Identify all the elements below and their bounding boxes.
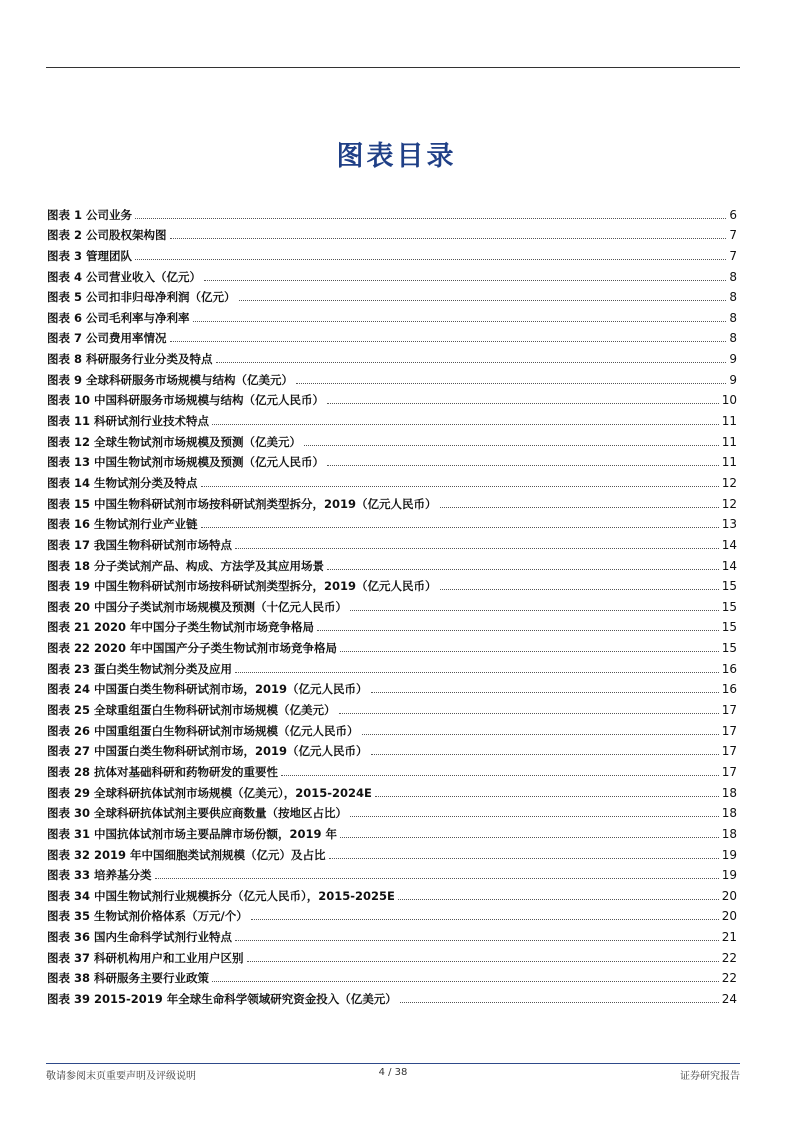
toc-entry[interactable]: [47, 738, 737, 759]
toc-entry-page[interactable]: 22: [721, 971, 737, 986]
toc-entry-page[interactable]: 17: [721, 723, 737, 738]
toc-leader-dots: [251, 919, 719, 920]
toc-entry-label[interactable]: 图表 32 2019 年中国细胞类试剂规模（亿元）及占比: [47, 847, 326, 862]
toc-leader-dots: [398, 899, 719, 900]
toc-leader-dots: [375, 796, 719, 797]
toc-entry[interactable]: [47, 449, 737, 470]
toc-entry[interactable]: [47, 696, 737, 717]
toc-entry[interactable]: [47, 965, 737, 986]
toc-leader-dots: [170, 238, 727, 239]
toc-leader-dots: [440, 507, 719, 508]
toc-entry-label[interactable]: 图表 2 公司股权架构图: [47, 228, 167, 243]
toc-entry-label[interactable]: 图表 13 中国生物试剂市场规模及预测（亿元人民币）: [47, 455, 325, 470]
toc-entry-label[interactable]: 图表 12 全球生物试剂市场规模及预测（亿美元）: [47, 434, 302, 449]
toc-entry[interactable]: [47, 552, 737, 573]
toc-entry-label[interactable]: 图表 21 2020 年中国分子类生物试剂市场竞争格局: [47, 620, 315, 635]
toc-entry-page[interactable]: 8: [729, 269, 737, 284]
toc-leader-dots: [239, 300, 727, 301]
toc-entry-page[interactable]: 17: [721, 703, 737, 718]
figure-list: [47, 201, 737, 1006]
toc-entry-page[interactable]: 20: [721, 888, 737, 903]
toc-entry[interactable]: [47, 944, 737, 965]
toc-entry-label[interactable]: 图表 14 生物试剂分类及特点: [47, 475, 198, 490]
toc-entry[interactable]: [47, 676, 737, 697]
toc-leader-dots: [204, 280, 726, 281]
toc-entry[interactable]: [47, 201, 737, 222]
toc-entry[interactable]: [47, 573, 737, 594]
toc-entry-label[interactable]: 图表 35 生物试剂价格体系（万元/个）: [47, 909, 248, 924]
toc-entry-label[interactable]: 图表 10 中国科研服务市场规模与结构（亿元人民币）: [47, 393, 325, 408]
toc-entry-page[interactable]: 7: [729, 248, 737, 263]
footer: [46, 1067, 740, 1083]
toc-leader-dots: [155, 878, 719, 879]
toc-entry-page[interactable]: 12: [721, 475, 737, 490]
toc-entry[interactable]: [47, 511, 737, 532]
toc-entry-label[interactable]: 图表 37 科研机构用户和工业用户区别: [47, 950, 244, 965]
toc-leader-dots: [339, 713, 719, 714]
toc-leader-dots: [371, 692, 719, 693]
toc-entry-page[interactable]: 18: [721, 806, 737, 821]
toc-entry-label[interactable]: 图表 5 公司扣非归母净利润（亿元）: [47, 290, 236, 305]
toc-entry[interactable]: [47, 593, 737, 614]
toc-entry-label[interactable]: 图表 1 公司业务: [47, 207, 133, 222]
toc-entry-page[interactable]: 11: [721, 414, 737, 429]
toc-entry-page[interactable]: 14: [721, 558, 737, 573]
toc-entry[interactable]: [47, 779, 737, 800]
toc-entry-page[interactable]: 8: [729, 310, 737, 325]
toc-entry-label[interactable]: 图表 8 科研服务行业分类及特点: [47, 352, 213, 367]
toc-entry[interactable]: [47, 862, 737, 883]
toc-entry-label[interactable]: 图表 20 中国分子类试剂市场规模及预测（十亿元人民币）: [47, 599, 348, 614]
toc-leader-dots: [170, 341, 727, 342]
toc-entry-page[interactable]: 19: [721, 847, 737, 862]
toc-entry[interactable]: [47, 490, 737, 511]
toc-entry-label[interactable]: 图表 23 蛋白类生物试剂分类及应用: [47, 661, 233, 676]
toc-entry-page[interactable]: 10: [721, 393, 737, 408]
toc-leader-dots: [329, 858, 719, 859]
toc-entry[interactable]: [47, 531, 737, 552]
toc-entry-page[interactable]: 16: [721, 682, 737, 697]
toc-entry-page[interactable]: 19: [721, 868, 737, 883]
toc-entry[interactable]: [47, 469, 737, 490]
toc-entry-page[interactable]: 9: [729, 352, 737, 367]
toc-entry-label[interactable]: 图表 28 抗体对基础科研和药物研发的重要性: [47, 764, 279, 779]
toc-entry-page[interactable]: 15: [721, 579, 737, 594]
toc-entry[interactable]: [47, 923, 737, 944]
page-title: 图表目录: [336, 141, 457, 172]
toc-entry[interactable]: [47, 614, 737, 635]
toc-entry-page[interactable]: 20: [721, 909, 737, 924]
toc-leader-dots: [201, 486, 719, 487]
toc-entry[interactable]: [47, 345, 737, 366]
toc-leader-dots: [247, 961, 719, 962]
toc-entry-label[interactable]: 图表 18 分子类试剂产品、构成、方法学及其应用场景: [47, 558, 325, 573]
toc-entry-page[interactable]: 14: [721, 537, 737, 552]
toc-entry-page[interactable]: 17: [721, 764, 737, 779]
toc-entry-page[interactable]: 9: [729, 372, 737, 387]
toc-entry-page[interactable]: 15: [721, 599, 737, 614]
footer-disclaimer-link[interactable]: 敬请参阅末页重要声明及评级说明: [46, 1071, 196, 1082]
toc-leader-dots: [340, 837, 719, 838]
toc-entry-page[interactable]: 6: [729, 207, 737, 222]
toc-entry-page[interactable]: 18: [721, 826, 737, 841]
toc-entry-label[interactable]: 图表 15 中国生物科研试剂市场按科研试剂类型拆分，2019（亿元人民币）: [47, 496, 437, 511]
toc-entry-label[interactable]: 图表 22 2020 年中国国产分子类生物试剂市场竞争格局: [47, 641, 338, 656]
toc-entry-label[interactable]: 图表 6 公司毛利率与净利率: [47, 310, 190, 325]
toc-entry[interactable]: [47, 325, 737, 346]
toc-entry-label[interactable]: 图表 11 科研试剂行业技术特点: [47, 414, 210, 429]
toc-leader-dots: [400, 1002, 719, 1003]
toc-entry-page[interactable]: 16: [721, 661, 737, 676]
toc-leader-dots: [135, 218, 726, 219]
toc-entry-page[interactable]: 21: [721, 930, 737, 945]
toc-entry-label[interactable]: 图表 9 全球科研服务市场规模与结构（亿美元）: [47, 372, 294, 387]
toc-leader-dots: [371, 754, 719, 755]
toc-entry[interactable]: [47, 820, 737, 841]
toc-leader-dots: [235, 672, 719, 673]
toc-entry-label[interactable]: 图表 30 全球科研抗体试剂主要供应商数量（按地区占比）: [47, 806, 348, 821]
toc-entry-label[interactable]: 图表 33 培养基分类: [47, 868, 152, 883]
toc-entry[interactable]: [47, 284, 737, 305]
toc-leader-dots: [362, 734, 719, 735]
toc-leader-dots: [193, 321, 727, 322]
toc-entry-label[interactable]: 图表 27 中国蛋白类生物科研试剂市场，2019（亿元人民币）: [47, 744, 368, 759]
toc-entry-label[interactable]: 图表 3 管理团队: [47, 248, 133, 263]
toc-entry[interactable]: [47, 841, 737, 862]
toc-entry-label[interactable]: 图表 26 中国重组蛋白生物科研试剂市场规模（亿元人民币）: [47, 723, 359, 738]
toc-leader-dots: [296, 383, 726, 384]
toc-entry-label[interactable]: 图表 24 中国蛋白类生物科研试剂市场，2019（亿元人民币）: [47, 682, 368, 697]
toc-entry-page[interactable]: 13: [721, 517, 737, 532]
toc-entry[interactable]: [47, 758, 737, 779]
toc-leader-dots: [350, 816, 719, 817]
toc-entry[interactable]: [47, 800, 737, 821]
toc-entry-label[interactable]: 图表 19 中国生物科研试剂市场按科研试剂类型拆分，2019（亿元人民币）: [47, 579, 437, 594]
toc-entry-page[interactable]: 7: [729, 228, 737, 243]
toc-entry-page[interactable]: 17: [721, 744, 737, 759]
toc-entry[interactable]: [47, 985, 737, 1006]
toc-leader-dots: [304, 445, 719, 446]
header-rule: [46, 67, 740, 68]
toc-leader-dots: [327, 465, 719, 466]
toc-entry-page[interactable]: 8: [729, 331, 737, 346]
toc-entry-label[interactable]: 图表 39 2015-2019 年全球生命科学领域研究资金投入（亿美元）: [47, 991, 397, 1006]
toc-entry-label[interactable]: 图表 4 公司营业收入（亿元）: [47, 269, 202, 284]
toc-entry[interactable]: [47, 407, 737, 428]
toc-entry-page[interactable]: 22: [721, 950, 737, 965]
page-number: 4 / 38: [378, 1067, 408, 1078]
toc-entry-page[interactable]: 11: [721, 434, 737, 449]
toc-entry-page[interactable]: 18: [721, 785, 737, 800]
toc-entry[interactable]: [47, 634, 737, 655]
toc-entry[interactable]: [47, 428, 737, 449]
toc-leader-dots: [235, 548, 719, 549]
toc-entry[interactable]: [47, 387, 737, 408]
toc-entry-label[interactable]: 图表 29 全球科研抗体试剂市场规模（亿美元），2015-2024E: [47, 785, 372, 800]
toc-leader-dots: [216, 362, 727, 363]
toc-entry-page[interactable]: 24: [721, 991, 737, 1006]
toc-leader-dots: [235, 940, 719, 941]
toc-leader-dots: [440, 589, 719, 590]
toc-entry[interactable]: [47, 903, 737, 924]
toc-entry[interactable]: [47, 304, 737, 325]
toc-entry-label[interactable]: 图表 17 我国生物科研试剂市场特点: [47, 537, 233, 552]
toc-entry-label[interactable]: 图表 38 科研服务主要行业政策: [47, 971, 210, 986]
toc-entry-label[interactable]: 图表 25 全球重组蛋白生物科研试剂市场规模（亿美元）: [47, 703, 336, 718]
toc-entry-page[interactable]: 15: [721, 641, 737, 656]
toc-leader-dots: [327, 569, 719, 570]
toc-leader-dots: [317, 630, 719, 631]
toc-leader-dots: [201, 527, 719, 528]
toc-entry[interactable]: [47, 242, 737, 263]
toc-leader-dots: [212, 424, 719, 425]
toc-entry[interactable]: [47, 222, 737, 243]
toc-leader-dots: [135, 259, 726, 260]
toc-entry[interactable]: [47, 366, 737, 387]
toc-entry-label[interactable]: 图表 31 中国抗体试剂市场主要品牌市场份额，2019 年: [47, 826, 338, 841]
report-type: 证券研究报告: [680, 1071, 740, 1082]
toc-entry-label[interactable]: 图表 16 生物试剂行业产业链: [47, 517, 198, 532]
toc-entry-label[interactable]: 图表 36 国内生命科学试剂行业特点: [47, 930, 233, 945]
toc-leader-dots: [327, 403, 719, 404]
footer-rule: [46, 1063, 740, 1064]
toc-leader-dots: [340, 651, 719, 652]
toc-entry-label[interactable]: 图表 7 公司费用率情况: [47, 331, 167, 346]
toc-entry[interactable]: [47, 263, 737, 284]
toc-leader-dots: [281, 775, 719, 776]
toc-leader-dots: [212, 981, 719, 982]
toc-entry[interactable]: [47, 717, 737, 738]
toc-leader-dots: [350, 610, 719, 611]
toc-entry-page[interactable]: 8: [729, 290, 737, 305]
toc-entry-page[interactable]: 12: [721, 496, 737, 511]
toc-entry[interactable]: [47, 655, 737, 676]
toc-entry[interactable]: [47, 882, 737, 903]
toc-entry-page[interactable]: 11: [721, 455, 737, 470]
toc-entry-page[interactable]: 15: [721, 620, 737, 635]
toc-entry-label[interactable]: 图表 34 中国生物试剂行业规模拆分（亿元人民币），2015-2025E: [47, 888, 395, 903]
